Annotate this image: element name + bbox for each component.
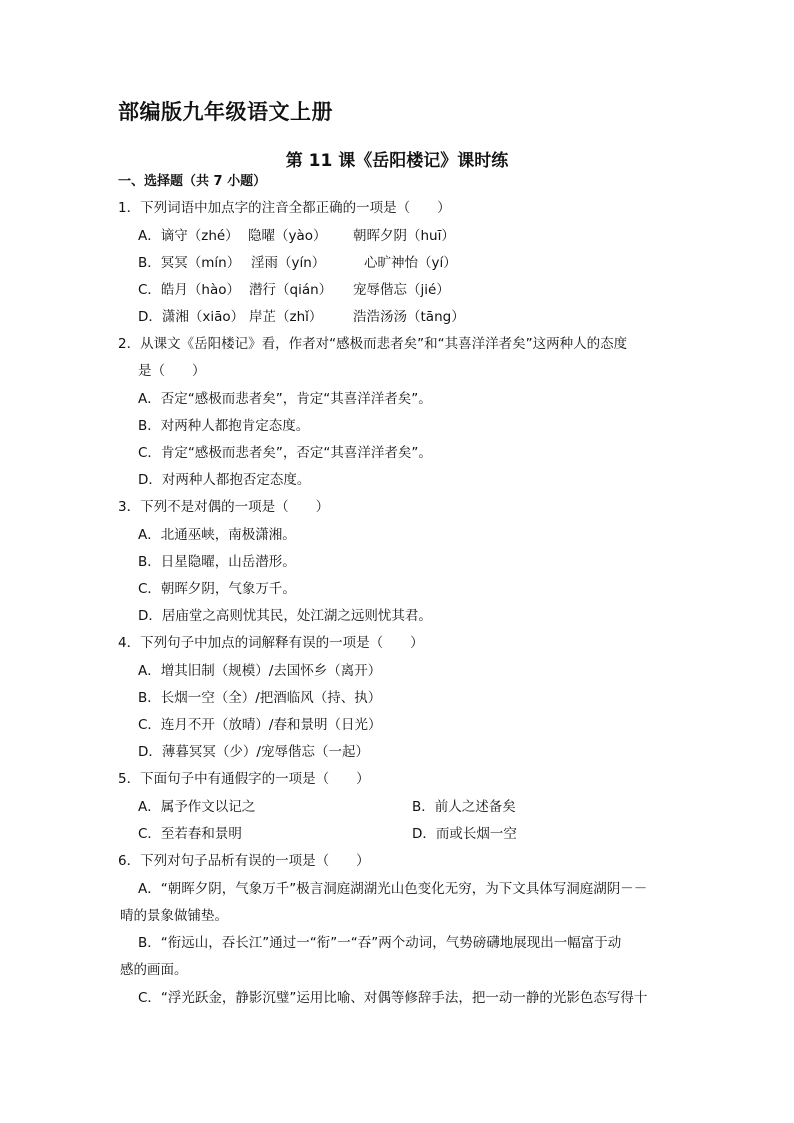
question-5-option-a: A．属予作文以记之 — [138, 799, 256, 815]
question-1-option-c — [138, 278, 450, 298]
question-3-option-a: A．北通巫峡，南极潇湘。 — [138, 527, 296, 543]
lesson-title: 第 11 课《岳阳楼记》课时练 — [285, 151, 509, 171]
question-2-stem-continued: 是（ ） — [138, 363, 206, 379]
question-5-option-d: D．而或长烟一空 — [412, 826, 517, 842]
question-6-option-a-continued: 晴的景象做铺垫。 — [120, 908, 228, 924]
question-6-option-b: B．“衔远山，吞长江”通过一“衔”一“吞”两个动词，气势磅礴地展现出一幅富于动 — [138, 935, 622, 951]
question-6-option-b-continued: 感的画面。 — [120, 962, 188, 978]
question-4-option-c: C．连月不开（放晴）/春和景明（日光） — [138, 717, 382, 733]
option-part: C．皓月（hào） — [138, 282, 241, 298]
option-part: 淫雨（yín） — [251, 255, 326, 271]
document-title: 部编版九年级语文上册 — [118, 100, 333, 124]
question-4-option-b: B．长烟一空（全）/把酒临风（持、执） — [138, 690, 382, 706]
option-part: B．冥冥（mín） — [138, 255, 241, 271]
question-1-option-b — [138, 251, 457, 271]
question-3-option-c: C．朝晖夕阴，气象万千。 — [138, 581, 296, 597]
question-2-stem: 2．从课文《岳阳楼记》看，作者对“感极而悲者矣”和“其喜洋洋者矣”这两种人的态度 — [118, 336, 628, 352]
question-5-stem: 5．下面句子中有通假字的一项是（ ） — [118, 771, 370, 787]
question-2-option-d: D．对两种人都抱否定态度。 — [138, 472, 311, 488]
option-part: 宠辱偕忘（jié） — [353, 282, 450, 298]
question-2-option-c: C．肯定“感极而悲者矣”，否定“其喜洋洋者矣”。 — [138, 445, 432, 461]
option-part: 心旷神怡（yí） — [364, 255, 457, 271]
section-heading: 一、选择题（共 7 小题） — [118, 174, 267, 189]
question-1-stem: 1．下列词语中加点字的注音全都正确的一项是（ ） — [118, 200, 451, 216]
question-3-option-d: D．居庙堂之高则忧其民，处江湖之远则忧其君。 — [138, 608, 432, 624]
question-4-option-d: D．薄暮冥冥（少）/宠辱偕忘（一起） — [138, 744, 369, 760]
option-part: 隐曜（yào） — [248, 228, 327, 244]
question-4-option-a: A．增其旧制（规模）/去国怀乡（离开） — [138, 663, 382, 679]
question-5-option-c: C．至若春和景明 — [138, 826, 242, 842]
question-1-option-a — [138, 224, 455, 244]
question-6-stem: 6．下列对句子品析有误的一项是（ ） — [118, 853, 370, 869]
question-1-option-d — [138, 305, 465, 325]
question-2-option-a: A．否定“感极而悲者矣”，肯定“其喜洋洋者矣”。 — [138, 391, 432, 407]
option-part: 潜行（qián） — [249, 282, 333, 298]
option-part: D．潇湘（xiāo） — [138, 309, 245, 325]
question-6-option-a: A．“朝晖夕阴，气象万千”极言洞庭湖湖光山色变化无穷，为下文具体写洞庭湖阴－－ — [138, 881, 648, 897]
question-5-option-b: B．前人之述备矣 — [412, 799, 516, 815]
question-4-stem: 4．下列句子中加点的词解释有误的一项是（ ） — [118, 635, 424, 651]
question-3-stem: 3．下列不是对偶的一项是（ ） — [118, 499, 330, 515]
option-part: 浩浩汤汤（tāng） — [353, 309, 465, 325]
question-6-option-c: C．“浮光跃金，静影沉璧”运用比喻、对偶等修辞手法，把一动一静的光影色态写得十 — [138, 990, 648, 1006]
question-3-option-b: B．日星隐曜，山岳潜形。 — [138, 554, 296, 570]
question-2-option-b: B．对两种人都抱肯定态度。 — [138, 418, 310, 434]
option-part: 岸芷（zhǐ） — [249, 309, 323, 325]
option-part: A．谪守（zhé） — [138, 228, 239, 244]
option-part: 朝晖夕阴（huī） — [353, 228, 455, 244]
